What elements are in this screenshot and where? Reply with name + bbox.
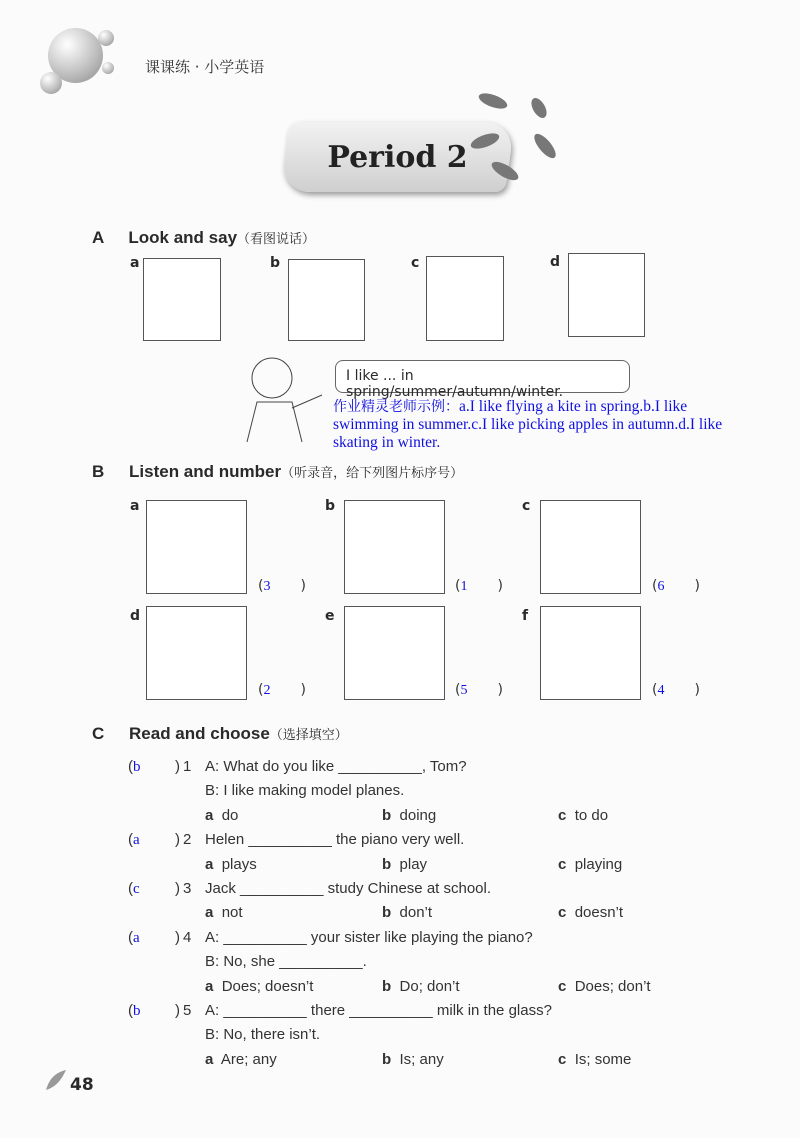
question-number: 1 — [183, 758, 192, 775]
answer-slot[interactable]: (b — [128, 1002, 141, 1019]
option-b: b play — [382, 855, 428, 873]
answer-slot[interactable]: (2 ) — [258, 682, 306, 698]
section-letter: B — [92, 462, 105, 481]
option-text: not — [221, 904, 243, 922]
listen-picture — [540, 606, 641, 700]
option-text: Are; any — [220, 1050, 277, 1068]
answer-value: 4 — [657, 683, 665, 698]
option-c: c to do — [558, 806, 609, 824]
option-text: play — [399, 855, 428, 873]
question-line: A: __________ your sister like playing the piano? — [205, 928, 533, 946]
series-title: 课课练 · 小学英语 — [145, 58, 265, 76]
picture-label: b — [325, 498, 336, 514]
option-text: plays — [221, 855, 257, 873]
section-letter: A — [92, 228, 104, 247]
answer-value: a — [133, 929, 140, 946]
section-c-heading — [92, 724, 348, 744]
option-a: a Does; doesn’t — [205, 977, 314, 995]
option-c: c doesn’t — [558, 904, 624, 922]
section-title: Listen and number — [129, 462, 282, 481]
question-number: 3 — [183, 880, 192, 897]
leaf-icon — [44, 1068, 68, 1092]
picture-label: b — [270, 255, 281, 271]
section-title: Look and say — [128, 228, 238, 247]
answer-value: c — [133, 881, 140, 897]
question-line: Jack __________ study Chinese at school. — [205, 880, 492, 897]
option-text: Do; don’t — [399, 977, 460, 995]
picture-picking-apples — [426, 256, 504, 341]
answer-value: b — [133, 1003, 141, 1019]
option-a: a do — [205, 806, 239, 824]
picture-label: e — [325, 608, 335, 624]
question-number: 5 — [183, 1002, 192, 1019]
section-cn: （听录音，给下列图片标序号） — [281, 465, 464, 480]
answer-slot[interactable]: (a — [128, 928, 140, 946]
picture-label: c — [411, 255, 420, 271]
boy-illustration — [232, 350, 327, 442]
question-number: 2 — [183, 831, 192, 849]
question-line: Helen __________ the piano very well. — [205, 831, 465, 849]
option-text: Is; any — [399, 1050, 444, 1068]
sample-answer — [333, 398, 743, 452]
answer-slot[interactable]: (5 ) — [455, 682, 503, 698]
section-a-heading — [92, 228, 315, 248]
sample-text: a.I like flying a kite in spring.b.I like swimming in summer.c.I like picking apples in autumn.d.I like skating in winter. — [333, 398, 723, 451]
section-cn: （看图说话） — [237, 231, 316, 246]
option-a: a plays — [205, 855, 257, 873]
option-c: c Is; some — [558, 1050, 632, 1068]
option-c: c playing — [558, 855, 623, 873]
answer-value: 5 — [460, 683, 468, 698]
bubble-decoration — [98, 30, 114, 46]
answer-value: 1 — [460, 579, 468, 594]
section-letter: C — [92, 724, 105, 743]
option-b: b Is; any — [382, 1050, 444, 1068]
listen-picture — [540, 500, 641, 594]
picture-label: a — [130, 255, 140, 271]
answer-slot[interactable]: (c — [128, 880, 140, 897]
picture-label: d — [550, 254, 561, 270]
option-a: a Are; any — [205, 1050, 277, 1068]
picture-label: c — [522, 498, 531, 514]
section-title: Read and choose — [129, 724, 270, 743]
question-line: B: I like making model planes. — [205, 782, 405, 800]
question-line: B: No, there isn’t. — [205, 1026, 321, 1044]
picture-label: f — [522, 608, 529, 624]
speech-bubble: I like ... in spring/summer/autumn/winter. — [335, 360, 630, 393]
listen-picture — [344, 606, 445, 700]
picture-label: d — [130, 608, 141, 624]
option-b: b doing — [382, 806, 437, 824]
picture-label: a — [130, 498, 140, 514]
picture-skating — [568, 253, 645, 337]
option-text: doing — [399, 806, 437, 824]
option-a: a not — [205, 904, 243, 922]
question-number: 4 — [183, 928, 192, 946]
listen-picture — [146, 606, 247, 700]
picture-flying-kite — [143, 258, 221, 341]
option-b: b don’t — [382, 904, 433, 922]
fish-icon — [477, 90, 509, 112]
answer-slot[interactable]: (6 ) — [652, 578, 700, 594]
answer-slot[interactable]: (3 ) — [258, 578, 306, 594]
answer-value: 3 — [263, 579, 271, 594]
question-line: A: __________ there __________ milk in the glass? — [205, 1002, 552, 1019]
section-cn: （选择填空） — [269, 727, 348, 742]
option-c: c Does; don’t — [558, 977, 651, 995]
listen-picture — [146, 500, 247, 594]
option-text: playing — [574, 855, 623, 873]
page-number: 48 — [70, 1075, 94, 1095]
answer-value: 6 — [657, 579, 665, 594]
option-text: Does; doesn’t — [221, 977, 314, 995]
fish-icon — [528, 95, 549, 120]
option-b: b Do; don’t — [382, 977, 460, 995]
option-text: do — [221, 806, 239, 824]
picture-swimming — [288, 259, 365, 341]
listen-picture — [344, 500, 445, 594]
answer-value: a — [133, 832, 140, 849]
answer-slot[interactable]: (4 ) — [652, 682, 700, 698]
answer-slot[interactable]: (a — [128, 831, 140, 849]
section-b-heading — [92, 462, 463, 482]
option-text: doesn’t — [574, 904, 624, 922]
bubble-decoration — [102, 62, 114, 74]
answer-slot[interactable]: (b — [128, 758, 141, 775]
option-text: Does; don’t — [574, 977, 651, 995]
question-line: A: What do you like __________, Tom? — [205, 758, 467, 775]
answer-value: b — [133, 759, 141, 775]
question-line: B: No, she __________. — [205, 953, 367, 971]
option-text: don’t — [399, 904, 433, 922]
answer-slot[interactable]: (1 ) — [455, 578, 503, 594]
option-text: to do — [574, 806, 609, 824]
sample-prefix: 作业精灵老师示例： — [333, 399, 459, 415]
bubble-decoration — [40, 72, 62, 94]
option-text: Is; some — [574, 1050, 632, 1068]
page-title: Period 2 — [327, 140, 468, 175]
answer-value: 2 — [263, 683, 271, 698]
fish-icon — [531, 131, 559, 162]
